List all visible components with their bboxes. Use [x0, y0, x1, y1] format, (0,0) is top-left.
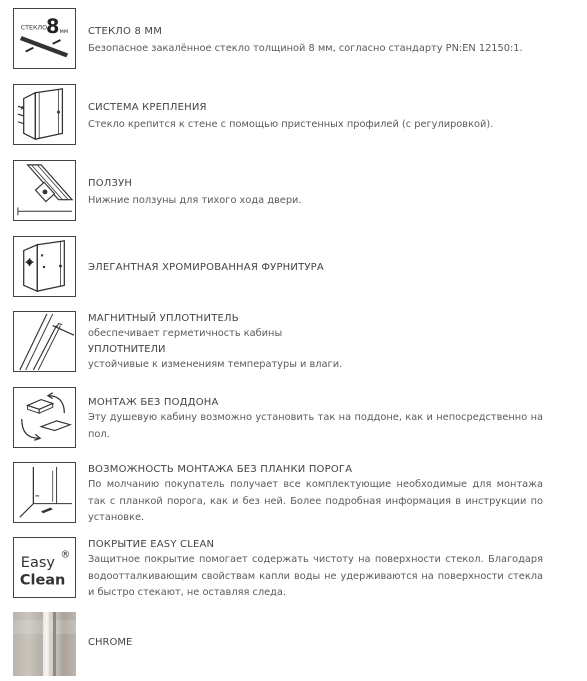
feature-title: МАГНИТНЫЙ УПЛОТНИТЕЛЬ [88, 313, 239, 324]
feature-desc: Стекло крепится к стене с помощью пристенных профилей (с регулировкой). [88, 119, 494, 130]
feature-desc: По молчанию покупатель получает все комплектующие необходимые для монтажа так с планкой порога, как и без ней. Более подробная информация в инструкции по установке. [88, 479, 543, 523]
feature-title: СТЕКЛО 8 ММ [88, 26, 163, 37]
icon-glass-unit: мм [59, 29, 69, 36]
feature-title: ВОЗМОЖНОСТЬ МОНТАЖА БЕЗ ПЛАНКИ ПОРОГА [88, 464, 353, 475]
feature-title: ЭЛЕГАНТНАЯ ХРОМИРОВАННАЯ ФУРНИТУРА [88, 262, 324, 273]
feature-subtitle: УПЛОТНИТЕЛИ [88, 343, 166, 355]
icon-glass-number: 8 [45, 15, 60, 39]
chrome-fittings-icon [13, 236, 76, 297]
feature-title: СИСТЕМА КРЕПЛЕНИЯ [88, 102, 207, 113]
feature-desc: Безопасное закалённое стекло толщиной 8 мм, согласно стандарту PN:EN 12150:1. [88, 43, 523, 54]
feature-desc: Нижние ползуны для тихого хода двери. [88, 195, 302, 206]
feature-title: ПОКРЫТИЕ EASY CLEAN [88, 539, 215, 550]
icon-registered-mark: ® [60, 549, 71, 561]
icon-easy-text: Easy [20, 555, 55, 572]
feature-desc-secondary: устойчивые к изменениям температуры и влаги. [88, 358, 343, 370]
feature-desc: обеспечивает герметичность кабины [88, 328, 283, 339]
icon-clean-text: Clean [19, 572, 66, 589]
easy-clean-icon [13, 537, 76, 598]
slider-icon [13, 160, 76, 221]
icon-glass-label: СТЕКЛО [20, 24, 48, 32]
feature-desc: Эту душевую кабину возможно установить так на поддоне, как и непосредственно на пол. [88, 412, 543, 440]
chrome-swatch [13, 612, 76, 676]
glass-thickness-icon [13, 8, 76, 69]
feature-desc: Защитное покрытие помогает содержать чистоту на поверхности стекол. Благодаря водоотталкивающим свойствам капли воды не удерживаются на поверхности стекла и быстро стекают, не оставляя следа. [88, 554, 543, 598]
finish-label: CHROME [88, 637, 133, 648]
magnetic-seal-icon [13, 311, 76, 372]
feature-title: МОНТАЖ БЕЗ ПОДДОНА [88, 397, 219, 408]
no-threshold-icon [13, 462, 76, 523]
no-tray-mounting-icon [13, 387, 76, 448]
feature-title: ПОЛЗУН [88, 178, 133, 189]
mounting-system-icon [13, 84, 76, 145]
